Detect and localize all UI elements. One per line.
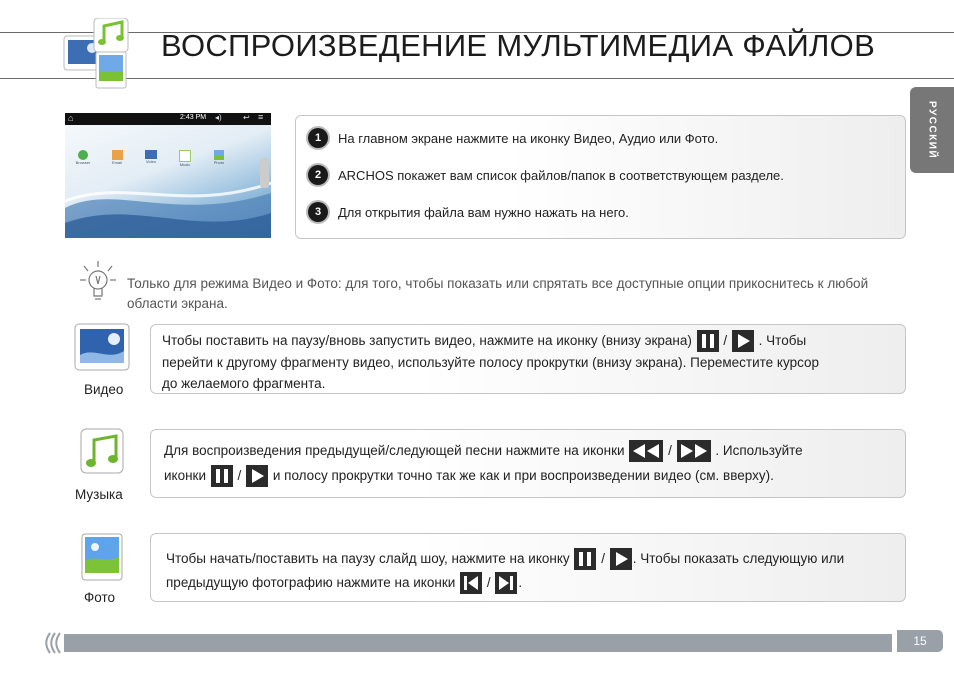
language-tab [910, 87, 954, 173]
step-1 [308, 128, 718, 148]
app-icon-row [71, 150, 231, 167]
video-box [150, 324, 906, 394]
photo-app-icon: Photo [207, 150, 231, 167]
pause-icon [574, 548, 596, 570]
next-photo-icon [495, 572, 517, 594]
video-app-icon: Video [139, 150, 163, 167]
home-icon: ⌂ [68, 113, 74, 123]
step-text: ARCHOS покажет вам список файлов/папок в соответствующем разделе. [338, 167, 784, 183]
menu-icon: ≡ [258, 113, 264, 122]
photo-box [150, 533, 906, 602]
play-icon [732, 330, 754, 352]
play-icon [610, 548, 632, 570]
step-text: На главном экране нажмите на иконку Видео, Аудио или Фото. [338, 130, 719, 146]
music-instructions: Для воспроизведения предыдущей/следующей песни нажмите на иконки / . Используйте иконки / и полосу прокрутки точно так же как и при воспроизведении видео (см. вверху). [164, 438, 899, 488]
footer-decoration-icon [44, 632, 66, 654]
page-number: 15 [897, 630, 943, 652]
lightbulb-icon [78, 258, 118, 304]
music-app-icon: Music [173, 150, 197, 167]
pause-icon [697, 330, 719, 352]
media-files-icon [62, 18, 134, 90]
music-icon [80, 428, 124, 474]
header-bottom-rule [0, 78, 954, 79]
browser-app-icon: Browser [71, 150, 95, 167]
page-title: ВОСПРОИЗВЕДЕНИЕ МУЛЬТИМЕДИА ФАЙЛОВ [161, 28, 876, 63]
video-label: Видео [84, 382, 124, 397]
next-track-icon [677, 440, 711, 462]
previous-track-icon [629, 440, 663, 462]
steps-box [295, 115, 906, 239]
play-icon [246, 465, 268, 487]
pause-icon [211, 465, 233, 487]
back-icon: ↩ [243, 113, 250, 122]
wave-decoration [65, 113, 271, 238]
step-number: 3 [308, 202, 328, 222]
language-label: РУССКИЙ [926, 100, 938, 160]
video-instructions: Чтобы поставить на паузу/вновь запустить видео, нажмите на иконку (внизу экрана) / . Чтобы перейти к другому фрагменту видео, используйте полосу прокрутки (внизу экрана). Переместите курсор до желаемого фрагмента. [162, 330, 897, 394]
tablet-home-screen [65, 113, 271, 238]
footer-bar [64, 634, 892, 652]
music-box [150, 429, 906, 498]
step-3 [308, 202, 629, 222]
photo-icon [81, 533, 123, 581]
video-icon [74, 323, 130, 371]
step-2 [308, 165, 784, 185]
step-text: Для открытия файла вам нужно нажать на него. [338, 204, 629, 220]
photo-instructions: Чтобы начать/поставить на паузу слайд шоу, нажмите на иконку / . Чтобы показать следующую или предыдущую фотографию нажмите на иконки / . [166, 547, 901, 595]
status-time: 2:43 PM [180, 114, 207, 121]
tip-text: Только для режима Видео и Фото: для того, чтобы показать или спрятать все доступные опции прикоснитесь к любой области экрана. [127, 276, 869, 311]
previous-photo-icon [460, 572, 482, 594]
email-app-icon: Email [105, 150, 129, 167]
music-label: Музыка [75, 487, 123, 502]
step-number: 1 [308, 128, 328, 148]
side-button [260, 158, 269, 188]
photo-label: Фото [84, 590, 116, 605]
volume-icon: ◂) [215, 113, 222, 122]
step-number: 2 [308, 165, 328, 185]
